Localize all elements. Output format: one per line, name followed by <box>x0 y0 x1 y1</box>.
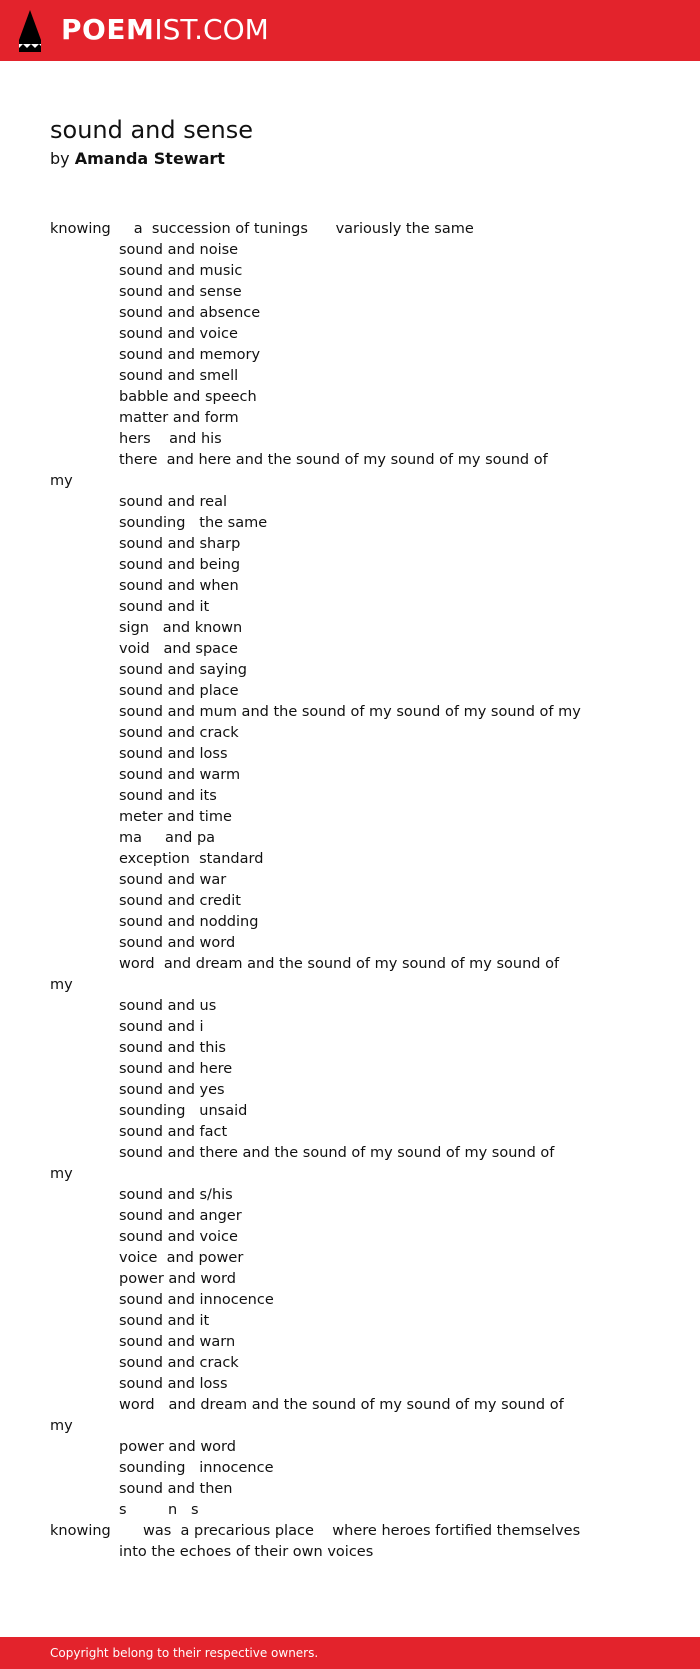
poem-line: sound and us <box>119 998 217 1014</box>
poem-line: sound and real <box>119 494 227 510</box>
poem-line: knowing was a precarious place where heroes fortified themselves <box>50 1523 581 1539</box>
poem-line: sound and there and the sound of my sound of my sound of <box>119 1145 555 1161</box>
poem-line: sound and warm <box>119 767 241 783</box>
author-name: Amanda Stewart <box>74 149 225 168</box>
poem-line: sound and innocence <box>119 1292 274 1308</box>
logo-bold-text: POEM <box>61 13 155 46</box>
poem-line: sound and s/his <box>119 1187 233 1203</box>
poem-line: my <box>50 1166 73 1182</box>
byline-prefix: by <box>50 149 70 168</box>
poem-title: sound and sense <box>50 116 254 144</box>
poem-line: babble and speech <box>119 389 257 405</box>
poem-line: sound and nodding <box>119 914 259 930</box>
poem-line: sign and known <box>119 620 243 636</box>
poem-line: sound and mum and the sound of my sound of my sound of my <box>119 704 581 720</box>
poem-body <box>50 219 660 1563</box>
poem-line: power and word <box>119 1439 236 1455</box>
site-footer <box>0 1637 700 1669</box>
poem-line: sound and loss <box>119 746 228 762</box>
logo-light-text: IST.COM <box>154 13 269 46</box>
poem-line: sound and war <box>119 872 227 888</box>
poem-line: sound and this <box>119 1040 226 1056</box>
poem-line: sound and crack <box>119 725 239 741</box>
poem-line: sound and place <box>119 683 239 699</box>
poem-line: sound and its <box>119 788 217 804</box>
poem-line: sound and when <box>119 578 239 594</box>
poem-line: into the echoes of their own voices <box>119 1544 374 1560</box>
poem-line: my <box>50 977 73 993</box>
poem-line: power and word <box>119 1271 236 1287</box>
poem-line: sound and noise <box>119 242 239 258</box>
site-logo[interactable] <box>61 13 269 47</box>
poem-line: sound and i <box>119 1019 204 1035</box>
poem-line: void and space <box>119 641 238 657</box>
poem-line: exception standard <box>119 851 264 867</box>
poem-line: sound and smell <box>119 368 239 384</box>
poem-line: sound and voice <box>119 326 238 342</box>
site-header <box>0 0 700 61</box>
poem-line: word and dream and the sound of my sound of my sound of <box>119 956 560 972</box>
poem-line: word and dream and the sound of my sound of my sound of <box>119 1397 564 1413</box>
poem-line: sound and credit <box>119 893 241 909</box>
poem-line: sound and fact <box>119 1124 228 1140</box>
poem-line: sound and here <box>119 1061 233 1077</box>
poem-line: matter and form <box>119 410 239 426</box>
poem-line: sound and voice <box>119 1229 238 1245</box>
pencil-logo-icon[interactable] <box>17 10 43 52</box>
poem-line: sound and absence <box>119 305 261 321</box>
poem-line: s n s <box>119 1502 199 1518</box>
poem-line: my <box>50 1418 73 1434</box>
poem-line: sound and word <box>119 935 236 951</box>
byline <box>50 148 225 170</box>
copyright-text: Copyright belong to their respective owners. <box>50 1646 319 1660</box>
poem-line: sound and yes <box>119 1082 225 1098</box>
poem-line: sounding unsaid <box>119 1103 248 1119</box>
poem-line: voice and power <box>119 1250 244 1266</box>
poem-line: sound and anger <box>119 1208 242 1224</box>
poem-line: sound and then <box>119 1481 233 1497</box>
poem-line: sound and crack <box>119 1355 239 1371</box>
poem-line: there and here and the sound of my sound of my sound of <box>119 452 548 468</box>
poem-line: my <box>50 473 73 489</box>
poem-line: meter and time <box>119 809 232 825</box>
poem-line: sound and being <box>119 557 241 573</box>
poem-line: sound and sense <box>119 284 242 300</box>
poem-line: sounding the same <box>119 515 268 531</box>
poem-line: sound and it <box>119 1313 210 1329</box>
poem-line: hers and his <box>119 431 222 447</box>
poem-line: sound and warn <box>119 1334 236 1350</box>
poem-line: sounding innocence <box>119 1460 274 1476</box>
poem-line: sound and saying <box>119 662 247 678</box>
poem-line: ma and pa <box>119 830 216 846</box>
poem-line: sound and it <box>119 599 210 615</box>
poem-line: sound and memory <box>119 347 261 363</box>
poem-line: sound and loss <box>119 1376 228 1392</box>
poem-line: sound and music <box>119 263 243 279</box>
poem-line: knowing a succession of tunings variously the same <box>50 221 474 237</box>
poem-line: sound and sharp <box>119 536 241 552</box>
